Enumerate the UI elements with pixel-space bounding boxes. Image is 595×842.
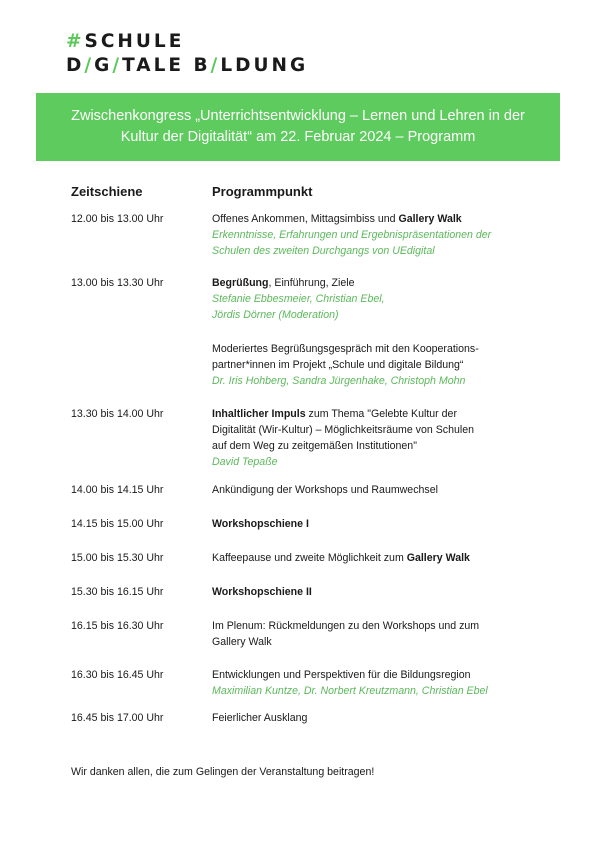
speakers: Erkenntnisse, Erfahrungen und Ergebnispräsentationen der <box>212 229 492 241</box>
time-slot: 12.00 bis 13.00 Uhr <box>71 213 164 225</box>
time-slot: 16.45 bis 17.00 Uhr <box>71 712 164 724</box>
speakers: Dr. Iris Hohberg, Sandra Jürgenhake, Christoph Mohn <box>212 375 466 387</box>
time-slot: 16.30 bis 16.45 Uhr <box>71 669 164 681</box>
column-header-time: Zeitschiene <box>71 184 143 199</box>
banner-line-2: Kultur der Digitalität“ am 22. Februar 2024 – Programm <box>120 129 476 145</box>
time-slot: 16.15 bis 16.30 Uhr <box>71 620 164 632</box>
closing-note: Wir danken allen, die zum Gelingen der Veranstaltung beitragen! <box>71 766 375 778</box>
program-item: Moderiertes Begrüßungsgespräch mit den Kooperations- partner*innen im Projekt „Schule und digitale Bildung“ Dr. Iris Hohberg, Sandra Jürgenhake, Christoph Mohn <box>212 341 532 389</box>
title-banner <box>36 93 560 161</box>
program-item: Kaffeepause und zweite Möglichkeit zum Gallery Walk <box>212 552 470 564</box>
logo-line-1: #SCHULE <box>66 31 185 52</box>
time-slot: 13.00 bis 13.30 Uhr <box>71 277 164 289</box>
time-slot: 13.30 bis 14.00 Uhr <box>71 408 164 420</box>
time-slot: 15.00 bis 15.30 Uhr <box>71 552 164 564</box>
banner-line-1: Zwischenkongress „Unterrichtsentwicklung – Lernen und Lehren in der <box>71 108 525 124</box>
program-item: Im Plenum: Rückmeldungen zu den Workshops und zum Gallery Walk <box>212 620 480 648</box>
logo <box>66 30 308 78</box>
speakers: David Tepaße <box>212 456 278 468</box>
program-item: Inhaltlicher Impuls zum Thema "Gelebte Kultur der Digitalität (Wir-Kultur) – Möglichkeitsräume von Schulen auf dem Weg zu zeitgemäßen Institutionen" David Tepaße <box>212 406 532 470</box>
time-slot: 15.30 bis 16.15 Uhr <box>71 586 164 598</box>
logo-line-2: D/G/TALE B/LDUNG <box>66 55 309 76</box>
speakers: Jördis Dörner (Moderation) <box>212 309 339 321</box>
time-slot: 14.15 bis 15.00 Uhr <box>71 518 164 530</box>
program-item: Ankündigung der Workshops und Raumwechsel <box>212 484 438 496</box>
time-slot: 14.00 bis 14.15 Uhr <box>71 484 164 496</box>
program-item: Workshopschiene I <box>212 518 309 530</box>
speakers: Maximilian Kuntze, Dr. Norbert Kreutzmann, Christian Ebel <box>212 685 488 697</box>
speakers: Stefanie Ebbesmeier, Christian Ebel, <box>212 293 385 305</box>
program-item: Entwicklungen und Perspektiven für die Bildungsregion Maximilian Kuntze, Dr. Norbert Kreutzmann, Christian Ebel <box>212 667 532 699</box>
program-item: Workshopschiene II <box>212 586 312 598</box>
speakers: Schulen des zweiten Durchgangs von UEdigital <box>212 245 435 257</box>
program-item: Feierlicher Ausklang <box>212 712 308 724</box>
program-item: Begrüßung, Einführung, Ziele Stefanie Ebbesmeier, Christian Ebel, Jördis Dörner (Moderation) <box>212 275 532 323</box>
program-item: Offenes Ankommen, Mittagsimbiss und Gallery Walk Erkenntnisse, Erfahrungen und Ergebnispräsentationen der Schulen des zweiten Durchgangs von UEdigital <box>212 211 532 259</box>
column-header-program: Programmpunkt <box>212 184 313 199</box>
